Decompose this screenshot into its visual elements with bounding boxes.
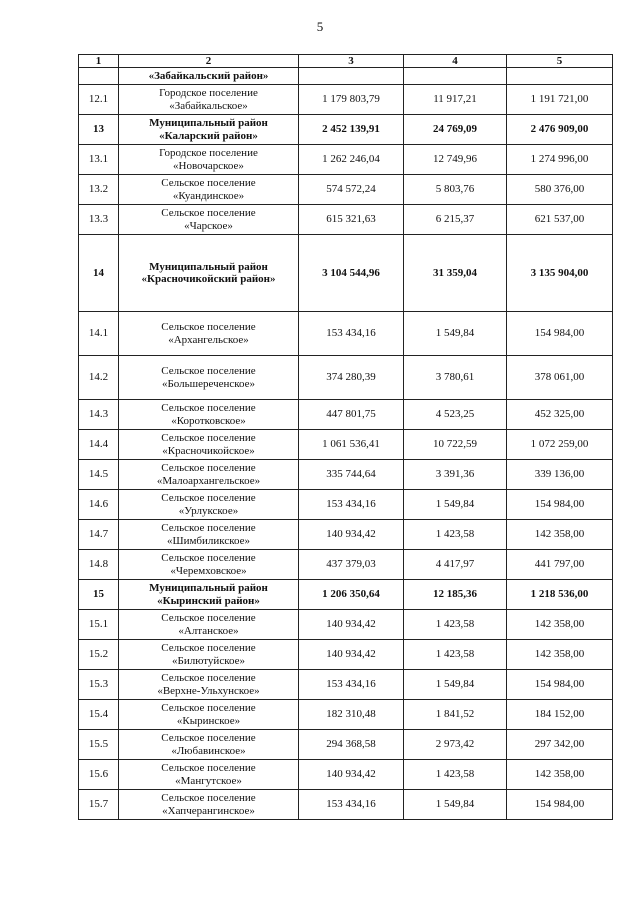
row-name-line: Муниципальный район [149, 117, 268, 129]
table-row [79, 580, 613, 610]
row-value-col3-cell: 140 934,42 [299, 520, 404, 550]
row-value-col3-cell: 437 379,03 [299, 550, 404, 580]
row-name-line: «Коротковское» [171, 414, 246, 427]
row-number-cell: 14.1 [79, 312, 119, 356]
row-name-line: Сельское поселение [161, 402, 256, 414]
row-number-cell: 14.4 [79, 430, 119, 460]
row-value-col3-cell: 140 934,42 [299, 610, 404, 640]
row-name-line: Муниципальный район [149, 260, 268, 273]
row-value-col5-cell: 297 342,00 [507, 730, 613, 760]
table-row [79, 312, 613, 356]
row-name-cell [119, 145, 299, 175]
row-value-col5-cell: 1 218 536,00 [507, 580, 613, 610]
row-value-col5-cell: 142 358,00 [507, 520, 613, 550]
row-value-col4-cell: 6 215,37 [404, 205, 507, 235]
row-number-cell: 14.3 [79, 400, 119, 430]
row-number-cell: 13.1 [79, 145, 119, 175]
table-row [79, 430, 613, 460]
row-number-cell: 15.4 [79, 700, 119, 730]
row-name-line: Сельское поселение [161, 365, 256, 377]
table-row [79, 85, 613, 115]
row-value-col3-cell: 2 452 139,91 [299, 115, 404, 145]
row-number-cell: 15.3 [79, 670, 119, 700]
table-row [79, 760, 613, 790]
header-cell-5: 5 [507, 55, 613, 68]
row-name-line: «Шимбиликское» [166, 534, 251, 547]
row-value-col3-cell: 140 934,42 [299, 640, 404, 670]
row-value-col4-cell: 31 359,04 [404, 235, 507, 312]
budget-table [78, 54, 613, 820]
table-row [79, 490, 613, 520]
row-name-line: Городское поселение [159, 87, 258, 99]
row-name-line: «Кыринское» [176, 714, 241, 727]
row-name-cell [119, 356, 299, 400]
row-name-line: «Забайкальский район» [148, 69, 269, 82]
row-name-cell [119, 312, 299, 356]
row-name-line: Муниципальный район [149, 582, 268, 594]
row-value-col4-cell: 4 417,97 [404, 550, 507, 580]
row-name-cell [119, 700, 299, 730]
row-value-col5-cell: 2 476 909,00 [507, 115, 613, 145]
row-name-line: «Черемховское» [170, 564, 247, 577]
row-name-line: Сельское поселение [161, 732, 256, 744]
row-value-col5-cell: 441 797,00 [507, 550, 613, 580]
row-number-cell: 15.6 [79, 760, 119, 790]
row-value-col4-cell: 1 423,58 [404, 760, 507, 790]
row-value-col5-cell [507, 68, 613, 85]
table-row [79, 610, 613, 640]
table-row [79, 730, 613, 760]
table-row [79, 700, 613, 730]
row-value-col5-cell: 184 152,00 [507, 700, 613, 730]
row-value-col3-cell: 574 572,24 [299, 175, 404, 205]
row-value-col4-cell: 24 769,09 [404, 115, 507, 145]
row-value-col4-cell: 4 523,25 [404, 400, 507, 430]
row-value-col3-cell: 1 061 536,41 [299, 430, 404, 460]
row-value-col3-cell: 1 262 246,04 [299, 145, 404, 175]
row-name-cell [119, 205, 299, 235]
row-name-line: Сельское поселение [161, 672, 256, 684]
row-name-line: «Мангутское» [175, 774, 242, 787]
row-value-col3-cell [299, 68, 404, 85]
row-number-cell: 15.5 [79, 730, 119, 760]
row-value-col4-cell: 1 841,52 [404, 700, 507, 730]
row-number-cell: 13.3 [79, 205, 119, 235]
header-cell-2: 2 [119, 55, 299, 68]
row-name-line: Сельское поселение [161, 462, 256, 474]
row-value-col4-cell: 12 185,36 [404, 580, 507, 610]
row-number-cell [79, 68, 119, 85]
row-value-col5-cell: 452 325,00 [507, 400, 613, 430]
row-value-col3-cell: 1 206 350,64 [299, 580, 404, 610]
row-value-col3-cell: 153 434,16 [299, 790, 404, 820]
row-name-cell [119, 175, 299, 205]
row-name-line: «Архангельское» [168, 333, 249, 346]
row-name-line: Сельское поселение [161, 702, 256, 714]
row-name-line: Сельское поселение [161, 207, 256, 219]
row-number-cell: 14 [79, 235, 119, 312]
row-name-cell [119, 580, 299, 610]
row-value-col5-cell: 142 358,00 [507, 640, 613, 670]
row-value-col5-cell: 142 358,00 [507, 610, 613, 640]
row-value-col5-cell: 154 984,00 [507, 312, 613, 356]
row-value-col5-cell: 154 984,00 [507, 670, 613, 700]
row-name-cell [119, 430, 299, 460]
row-number-cell: 14.6 [79, 490, 119, 520]
row-value-col5-cell: 580 376,00 [507, 175, 613, 205]
table-row [79, 235, 613, 312]
row-name-line: «Алтанское» [178, 624, 239, 637]
row-value-col4-cell: 11 917,21 [404, 85, 507, 115]
row-name-line: Сельское поселение [161, 177, 256, 189]
row-name-cell [119, 640, 299, 670]
header-cell-4: 4 [404, 55, 507, 68]
row-value-col4-cell: 3 391,36 [404, 460, 507, 490]
row-value-col3-cell: 153 434,16 [299, 490, 404, 520]
table-row [79, 205, 613, 235]
row-number-cell: 12.1 [79, 85, 119, 115]
row-name-line: «Забайкальское» [169, 99, 248, 112]
table-row [79, 145, 613, 175]
row-value-col5-cell: 1 072 259,00 [507, 430, 613, 460]
row-value-col3-cell: 335 744,64 [299, 460, 404, 490]
page-number: 5 [316, 19, 324, 34]
row-name-line: Сельское поселение [161, 321, 256, 333]
row-value-col3-cell: 182 310,48 [299, 700, 404, 730]
row-value-col5-cell: 154 984,00 [507, 490, 613, 520]
row-number-cell: 14.7 [79, 520, 119, 550]
row-value-col5-cell: 378 061,00 [507, 356, 613, 400]
table-row [79, 550, 613, 580]
row-number-cell: 15.1 [79, 610, 119, 640]
row-name-cell [119, 235, 299, 312]
row-value-col4-cell: 1 549,84 [404, 490, 507, 520]
row-name-cell [119, 610, 299, 640]
table-row [79, 520, 613, 550]
row-name-cell [119, 790, 299, 820]
row-value-col3-cell: 153 434,16 [299, 670, 404, 700]
row-value-col3-cell: 3 104 544,96 [299, 235, 404, 312]
row-name-cell [119, 730, 299, 760]
row-name-line: «Урлукское» [178, 504, 239, 517]
row-name-line: Сельское поселение [161, 762, 256, 774]
row-value-col5-cell: 621 537,00 [507, 205, 613, 235]
row-value-col4-cell: 1 423,58 [404, 610, 507, 640]
row-value-col5-cell: 154 984,00 [507, 790, 613, 820]
row-name-cell [119, 550, 299, 580]
table-row [79, 670, 613, 700]
row-value-col3-cell: 374 280,39 [299, 356, 404, 400]
row-name-line: «Куандинское» [172, 189, 245, 202]
row-number-cell: 15 [79, 580, 119, 610]
row-value-col4-cell: 2 973,42 [404, 730, 507, 760]
row-value-col4-cell: 1 549,84 [404, 312, 507, 356]
row-value-col3-cell: 294 368,58 [299, 730, 404, 760]
row-name-line: «Новочарское» [173, 159, 244, 172]
row-value-col3-cell: 153 434,16 [299, 312, 404, 356]
header-cell-1: 1 [79, 55, 119, 68]
row-value-col4-cell: 5 803,76 [404, 175, 507, 205]
row-value-col4-cell: 12 749,96 [404, 145, 507, 175]
row-value-col4-cell: 1 423,58 [404, 520, 507, 550]
row-number-cell: 15.7 [79, 790, 119, 820]
row-value-col4-cell: 3 780,61 [404, 356, 507, 400]
header-cell-3: 3 [299, 55, 404, 68]
row-name-line: «Любавинское» [171, 744, 246, 757]
table-row [79, 640, 613, 670]
row-name-line: «Верхне-Ульхунское» [157, 684, 260, 697]
row-name-line: Городское поселение [159, 147, 258, 159]
row-value-col5-cell: 1 274 996,00 [507, 145, 613, 175]
table-row [79, 68, 613, 85]
row-name-line: Сельское поселение [161, 792, 256, 804]
row-name-cell [119, 760, 299, 790]
row-value-col5-cell: 3 135 904,00 [507, 235, 613, 312]
row-name-line: «Каларский район» [159, 129, 258, 142]
row-name-line: Сельское поселение [161, 552, 256, 564]
row-name-line: Сельское поселение [161, 522, 256, 534]
row-name-line: «Чарское» [184, 219, 233, 232]
row-name-cell [119, 68, 299, 85]
row-name-line: «Красночикойское» [162, 444, 255, 457]
row-name-cell [119, 490, 299, 520]
row-name-line: Сельское поселение [161, 432, 256, 444]
row-number-cell: 13 [79, 115, 119, 145]
row-name-cell [119, 520, 299, 550]
table-row [79, 400, 613, 430]
row-name-line: Сельское поселение [161, 612, 256, 624]
row-value-col4-cell: 1 423,58 [404, 640, 507, 670]
row-value-col3-cell: 615 321,63 [299, 205, 404, 235]
table-body [79, 55, 613, 820]
table-row [79, 115, 613, 145]
row-value-col5-cell: 1 191 721,00 [507, 85, 613, 115]
row-value-col4-cell: 1 549,84 [404, 670, 507, 700]
table-row [79, 790, 613, 820]
row-name-cell [119, 400, 299, 430]
row-number-cell: 13.2 [79, 175, 119, 205]
table-row [79, 356, 613, 400]
row-name-line: «Кыринский район» [157, 594, 260, 607]
table-row [79, 175, 613, 205]
row-number-cell: 14.5 [79, 460, 119, 490]
row-value-col4-cell [404, 68, 507, 85]
row-name-line: Сельское поселение [161, 492, 256, 504]
row-value-col5-cell: 142 358,00 [507, 760, 613, 790]
row-number-cell: 14.2 [79, 356, 119, 400]
row-name-cell [119, 115, 299, 145]
row-number-cell: 14.8 [79, 550, 119, 580]
row-name-line: «Билютуйское» [172, 654, 245, 667]
table-row [79, 460, 613, 490]
row-value-col3-cell: 447 801,75 [299, 400, 404, 430]
row-name-cell [119, 85, 299, 115]
row-value-col4-cell: 1 549,84 [404, 790, 507, 820]
row-name-line: «Малоархангельское» [156, 474, 261, 487]
row-number-cell: 15.2 [79, 640, 119, 670]
row-name-cell [119, 670, 299, 700]
row-name-line: «Хапчерангинское» [162, 804, 255, 817]
row-value-col4-cell: 10 722,59 [404, 430, 507, 460]
row-value-col3-cell: 140 934,42 [299, 760, 404, 790]
row-name-cell [119, 460, 299, 490]
row-value-col5-cell: 339 136,00 [507, 460, 613, 490]
table-header-row [79, 55, 613, 68]
row-value-col3-cell: 1 179 803,79 [299, 85, 404, 115]
row-name-line: «Красночикойский район» [141, 273, 276, 285]
row-name-line: «Большереченское» [161, 377, 256, 390]
row-name-line: Сельское поселение [161, 642, 256, 654]
